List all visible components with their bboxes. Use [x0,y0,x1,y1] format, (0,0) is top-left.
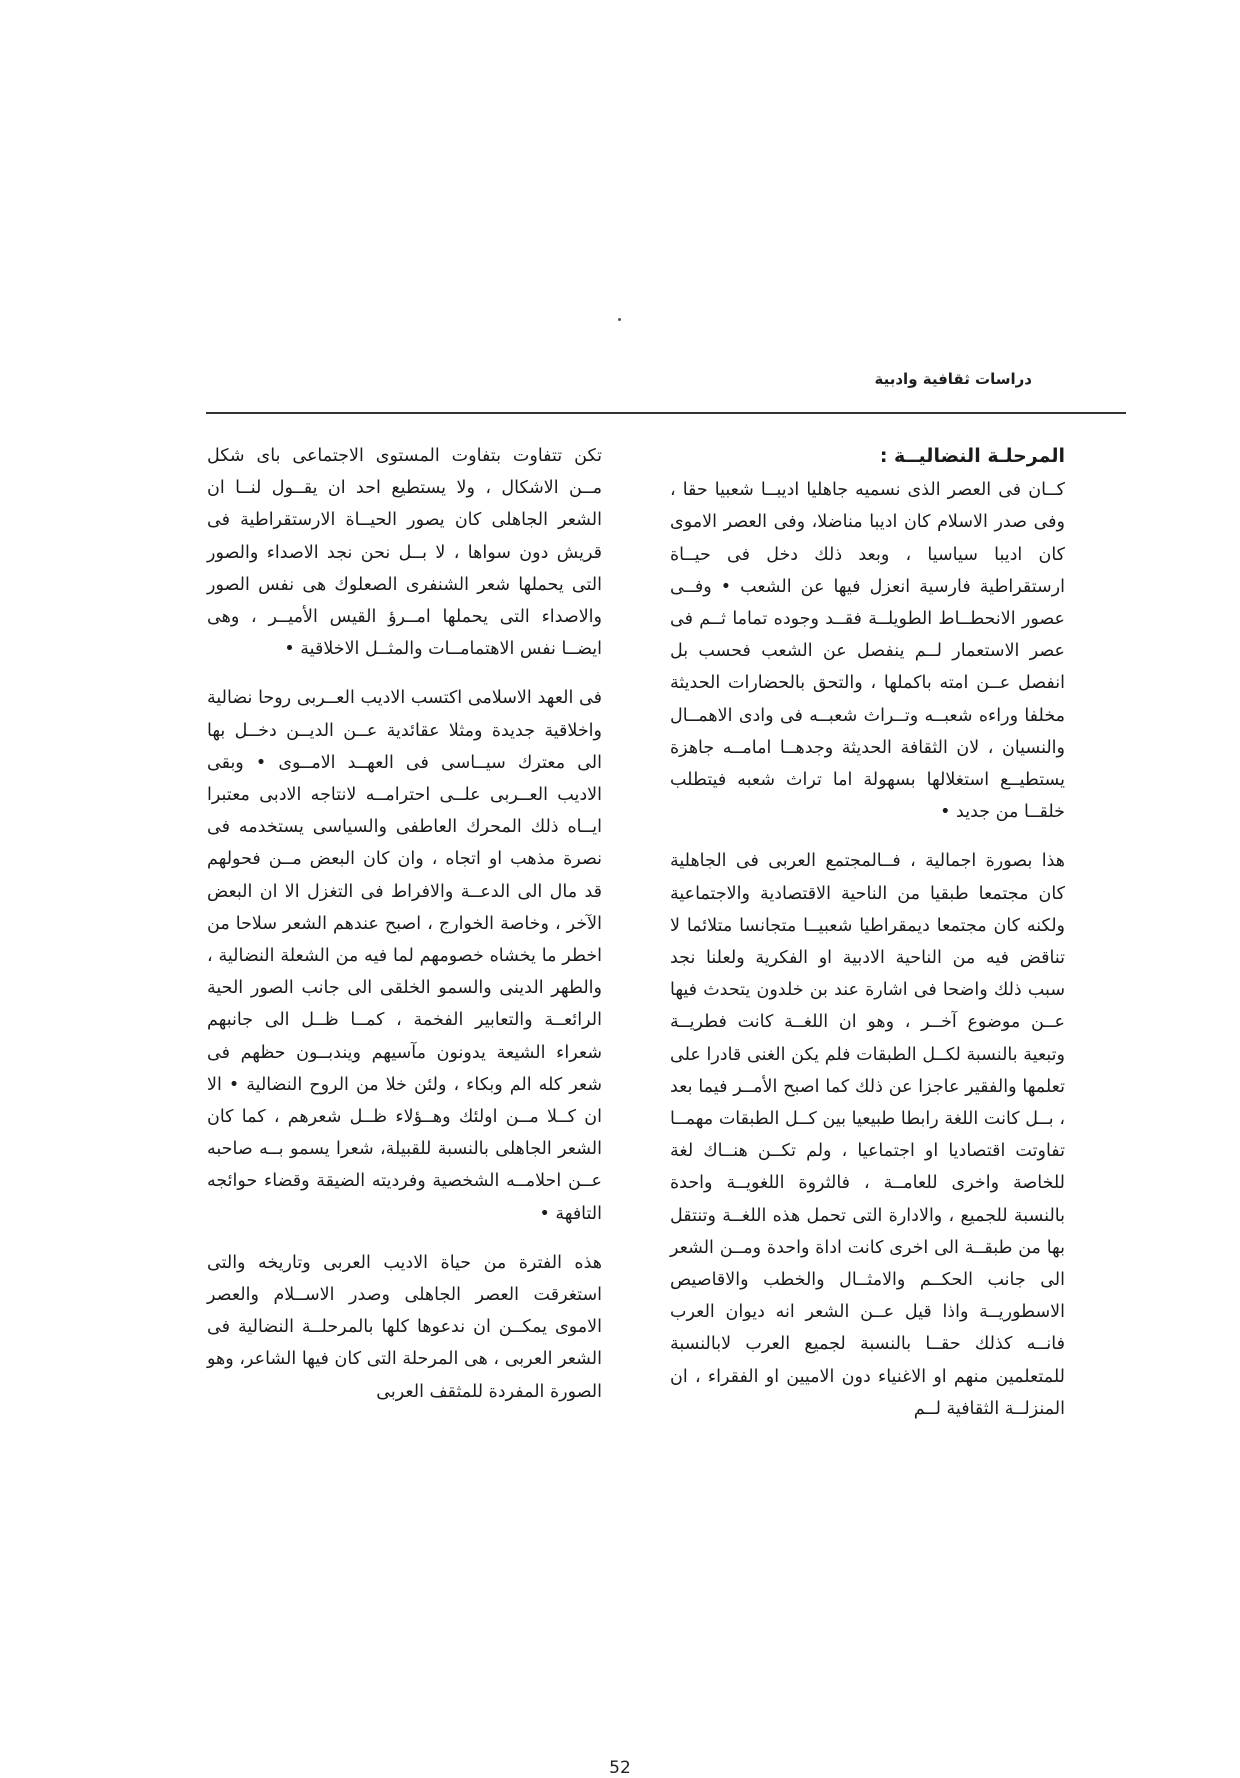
paragraph: فى العهد الاسلامى اكتسب الاديب العــربى روحا نضالية واخلاقية جديدة ومثلا عقائدية عــن الديــن دخــل بها الى معترك سيــاسى فى العهــد الامــوى • وبقى الاديب العــربى علــى احترامــه لانتاجه الادبى معتبرا ايــاه ذلك المحرك العاطفى والسياسى يستخدمه فى نصرة مذهب او اتجاه ، وان كان البعض مــن فحولهم قد مال الى الدعــة والافراط فى التغزل الا ان البعض الآخر ، وخاصة الخوارج ، اصبح عندهم الشعر سلاحا من اخطر ما يخشاه خصومهم لما فيه من الشعلة النضالية ، والطهر الدينى والسمو الخلقى الى جانب الصور الحية الرائعــة والتعابير الفخمة ، كمــا ظــل الى جانبهم شعراء الشيعة يدونون مآسيهم ويندبــون حظهم فى شعر كله الم وبكاء ، ولئن خلا من الروح النضالية • الا ان كــلا مــن اولئك وهــؤلاء ظــل شعرهم ، كما كان الشعر الجاهلى بالنسبة للقبيلة، شعرا يسمو بــه صاحبه عــن احلامــه الشخصية وفرديته الضيقة وقضاء حوائجه التافهة • [207,688,602,1224]
left-column [207,440,602,1425]
running-header: دراسات ثقافية وادبية [874,370,1032,388]
section-title: المرحلـة النضاليــة : [879,445,1065,467]
paragraph: هذه الفترة من حياة الاديب العربى وتاريخه والتى استغرقت العصر الجاهلى وصدر الاســلام والعصر الاموى يمكــن ان ندعوها كلها بالمرحلــة النضالية فى الشعر العربى ، هى المرحلة التى كان فيها الشاعر، وهو الصورة المفردة للمثقف العربى [207,1252,602,1402]
page-number: 52 [609,1758,631,1778]
paragraph: تكن تتفاوت بتفاوت المستوى الاجتماعى باى شكل مــن الاشكال ، ولا يستطيع احد ان يقــول لنــا ان الشعر الجاهلى كان يصور الحيــاة الارستقراطية فى قريش دون سواها ، لا بــل نحن نجد الاصداء والصور التى يحملها شعر الشنفرى الصعلوك هى نفس الصور والاصداء التى يحملها امــرؤ القيس الأميــر ، وهى ايضــا نفس الاهتمامــات والمثــل الاخلاقية • [207,446,602,660]
scan-speck [618,318,621,321]
header-rule [206,412,1126,414]
paragraph: هذا بصورة اجمالية ، فــالمجتمع العربى فى الجاهلية كان مجتمعا طبقيا من الناحية الاقتصادية والاجتماعية ولكنه كان مجتمعا ديمقراطيا شعبيــا متجانسا متلائما لا تناقض فيه من الناحية الادبية او الفكرية ولعلنا نجد سبب ذلك واضحا فى اشارة عند بن خلدون يتحدث فيها عــن موضوع آخــر ، وهو ان اللغــة كانت فطريــة وتبعية بالنسبة لكــل الطبقات فلم يكن الغنى قادرا على تعلمها والفقير عاجزا عن ذلك كما اصبح الأمــر فيما بعد ، بــل كانت اللغة رابطا طبيعيا بين كــل الطبقات مهمــا تفاوتت اقتصاديا او اجتماعيا ، ولم تكــن هنــاك لغة للخاصة واخرى للعامــة ، فالثروة اللغويــة واحدة بالنسبة للجميع ، والادارة التى تحمل هذه اللغــة وتنتقل بها من طبقــة الى اخرى كانت اداة واحدة ومــن الشعر الى جانب الحكــم والامثــال والخطب والاقاصيص الاسطوريــة واذا قيل عــن الشعر انه ديوان العرب فانــه كذلك حقــا بالنسبة لجميع العرب لابالنسبة للمتعلمين منهم او الاغنياء دون الاميين او الفقراء ، ان المنزلــة الثقافية لــم [670,851,1065,1419]
paragraph: كــان فى العصر الذى نسميه جاهليا اديبــا شعبيا حقا ، وفى صدر الاسلام كان اديبا مناضلا، وفى العصر الاموى كان اديبا سياسيا ، وبعد ذلك دخل فى حيــاة ارستقراطية فارسية انعزل فيها عن الشعب • وفــى عصور الانحطــاط الطويلــة فقــد وجوده تماما ثــم فى عصر الاستعمار لــم ينفصل عن الشعب فحسب بل انفصل عــن امته باكملها ، والتحق بالحضارات الحديثة مخلفا وراءه شعبــه وتــراث شعبــه فى وادى الاهمــال والنسيان ، لان الثقافة الحديثة وجدهــا امامــه جاهزة يستطيــع استغلالها بسهولة اما تراث شعبه فيتطلب خلقــا من جديد • [670,480,1065,823]
right-column [670,440,1065,1442]
